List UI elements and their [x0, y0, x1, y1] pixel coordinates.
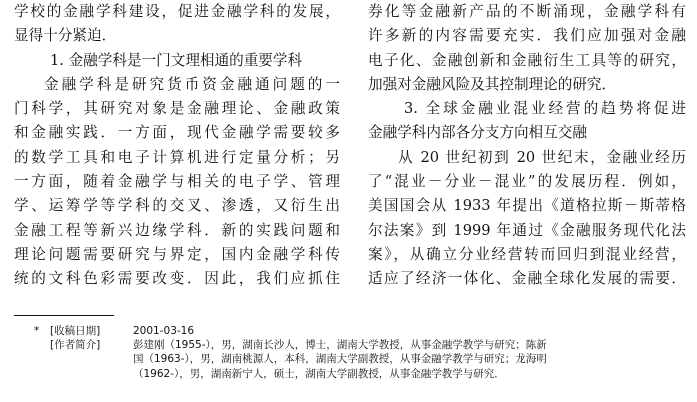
footnote: [0, 324, 697, 381]
body-text-line: 统的文科色彩需要改变．因此，我们应抓住: [14, 270, 340, 288]
author-bio-line: 国（1963-），男，湖南桃源人，本科，湖南大学副教授，从事金融学教学与研究；龙海明: [133, 353, 547, 366]
body-text-line: 学校的金融学科建设，促进金融学科的发展，: [14, 3, 340, 20]
right-column: [368, 0, 686, 292]
author-bio-row: [0, 367, 697, 381]
author-bio-label: [作者简介]: [50, 339, 101, 352]
body-text-line: 从 20 世纪初到 20 世纪末，金融业经历: [398, 148, 686, 166]
section-heading-continuation: 金融学科内部各分支方向相互交融: [368, 124, 587, 142]
body-text-line: 金融工程等新兴边缘学科．新的实践问题和: [14, 221, 340, 239]
body-text-line: 门科学，其研究对象是金融理论、金融政策: [14, 100, 340, 118]
body-text-line: 一方面，随着金融学与相关的电子学、管理: [14, 173, 340, 191]
body-text-line: 加强对金融风险及其控制理论的研究．: [368, 75, 617, 93]
body-text-line: 金融学科是研究货币资金融通问题的一: [44, 75, 340, 93]
author-bio-line: （1962-），男，湖南新宁人，硕士，湖南大学副教授，从事金融学教学与研究．: [133, 367, 505, 380]
body-text-line: 电子化、金融创新和金融衍生工具等的研究，: [368, 51, 686, 69]
body-text-line: 许多新的内容需要充实．我们应加强对金融: [368, 27, 686, 45]
author-bio-line: 彭建刚（1955-），男，湖南长沙人，博士，湖南大学教授，从事金融学教学与研究；陈新: [133, 339, 547, 352]
body-text-line: 和金融实践．一方面，现代金融学需要较多: [14, 124, 340, 142]
body-text-line: 券化等金融新产品的不断涌现，金融学科有: [368, 3, 686, 20]
received-date-label: [收稿日期]: [50, 325, 101, 337]
body-text-line: 了“混业－分业－混业”的发展历程．例如，: [368, 173, 686, 191]
body-text-line: 美国国会从 1933 年提出《道格拉斯－斯蒂格: [368, 197, 686, 215]
body-text-line: 尔法案》到 1999 年通过《金融服务现代化法: [368, 221, 686, 239]
body-text-line: 理论问题需要研究与界定，国内金融学科传: [14, 245, 340, 263]
received-date-value: 2001-03-16: [133, 325, 195, 337]
left-column: [14, 0, 340, 292]
footnote-marker: *: [34, 325, 40, 337]
footnote-divider: [14, 315, 114, 316]
body-text-line: 显得十分紧迫．: [14, 27, 117, 45]
body-text-line: 适应了经济一体化、金融全球化发展的需要．: [368, 270, 686, 288]
body-text-line: 的数学工具和电子计算机进行定量分析；另: [14, 148, 340, 166]
body-text-line: 案》，从确立分业经营转而回归到混业经营，: [368, 245, 686, 263]
body-text-line: 学、运筹学等学科的交叉、渗透，又衍生出: [14, 197, 340, 215]
received-date-row: [0, 324, 697, 338]
author-bio-row: [0, 338, 697, 352]
section-heading: 1. 金融学科是一门文理相通的重要学科: [50, 51, 303, 69]
section-heading: 3. 全球金融业混业经营的趋势将促进: [404, 100, 686, 118]
author-bio-row: [0, 352, 697, 366]
